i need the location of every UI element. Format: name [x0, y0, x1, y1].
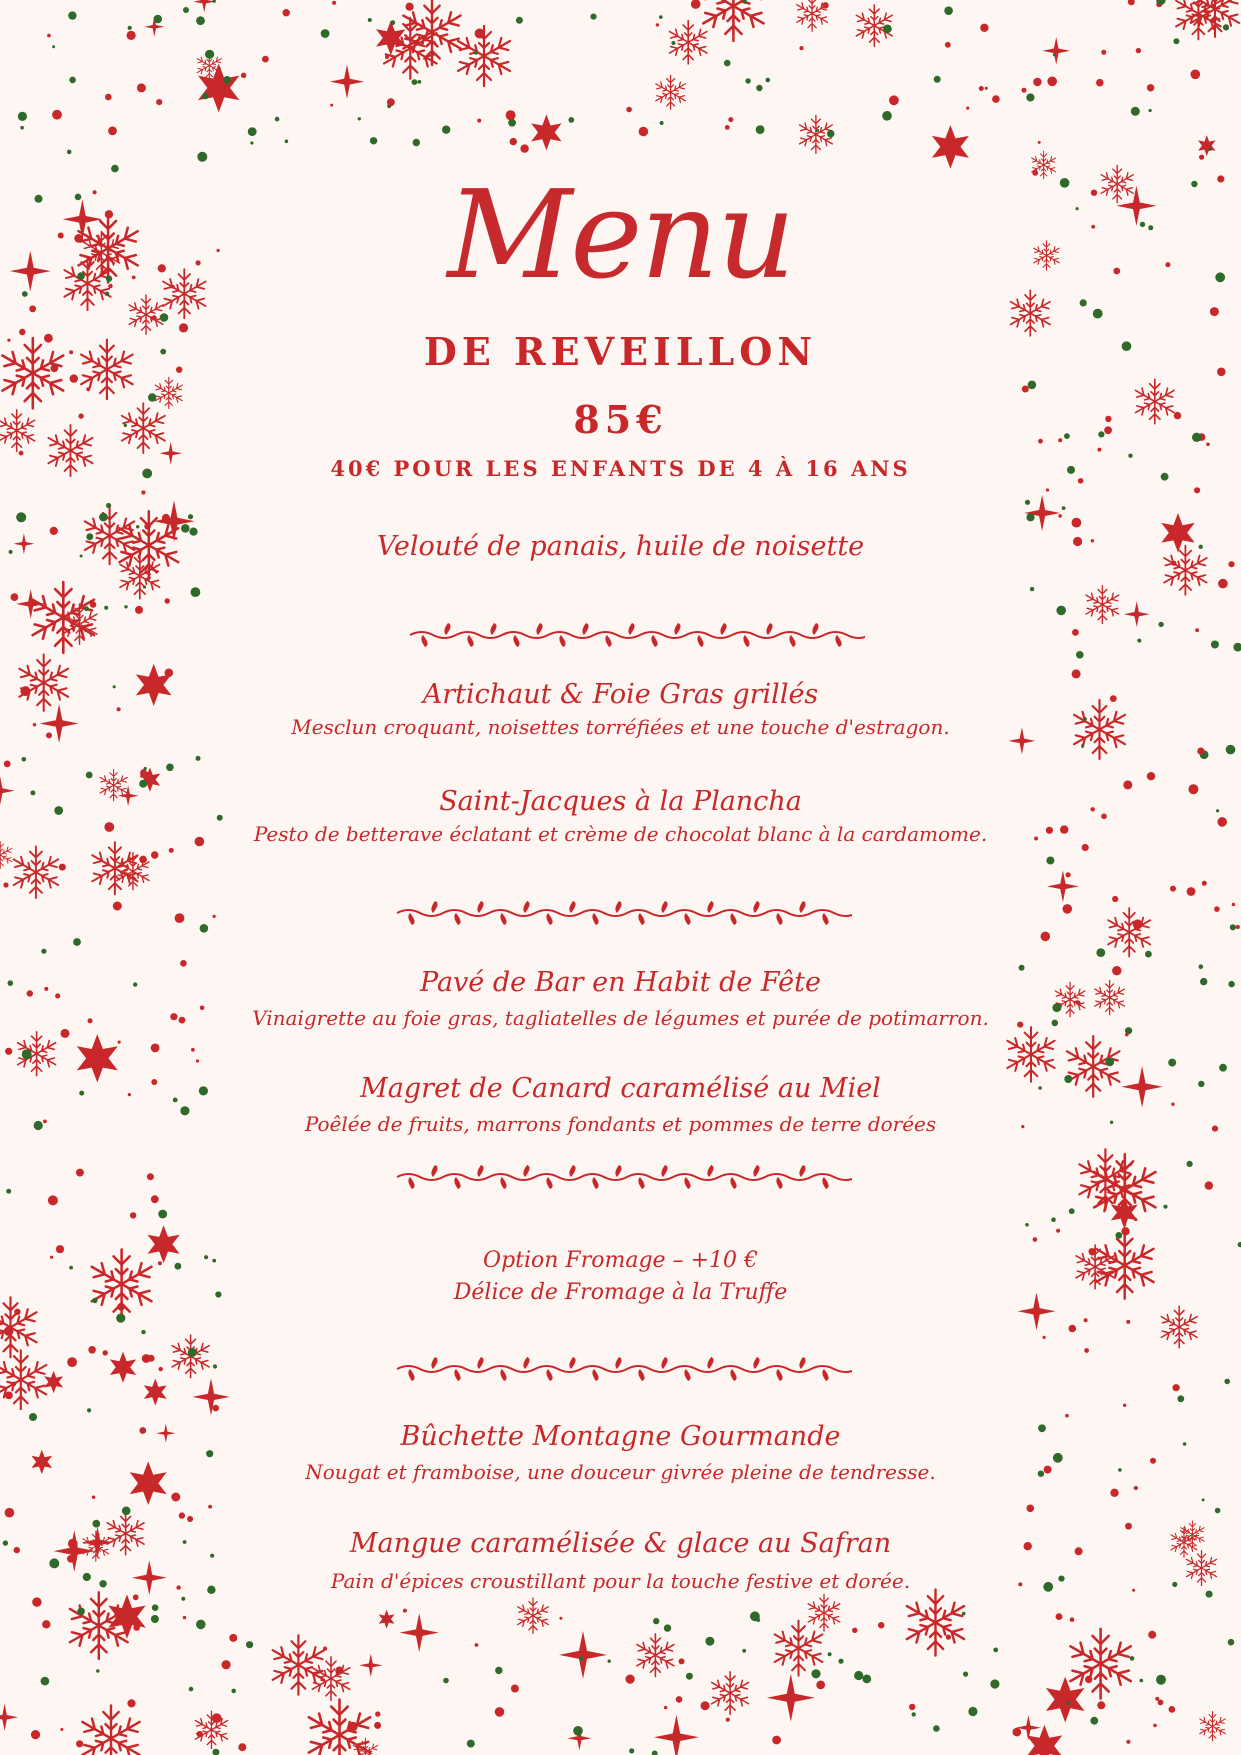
dessert-name: Bûchette Montagne Gourmande — [400, 1421, 841, 1452]
menu-title: Menu — [447, 164, 794, 306]
main-description: Vinaigrette au foie gras, tagliatelles de légumes et purée de potimarron. — [252, 1006, 989, 1030]
entree-name: Saint-Jacques à la Plancha — [439, 786, 802, 817]
dessert-description: Nougat et framboise, une douceur givrée pleine de tendresse. — [305, 1460, 936, 1484]
vine-divider — [405, 620, 865, 650]
kids-price: 40€ POUR LES ENFANTS DE 4 À 16 ANS — [330, 456, 911, 481]
main-name: Pavé de Bar en Habit de Fête — [420, 967, 821, 998]
main-description: Poêlée de fruits, marrons fondants et pommes de terre dorées — [304, 1112, 937, 1136]
dessert-name: Mangue caramélisée & glace au Safran — [349, 1528, 892, 1559]
dessert-description: Pain d'épices croustillant pour la touche festive et dorée. — [330, 1569, 911, 1593]
vine-divider — [392, 1354, 852, 1384]
cheese-option: Option Fromage – +10 € — [483, 1248, 758, 1273]
menu-price: 85€ — [573, 397, 668, 442]
vine-divider — [392, 1162, 852, 1192]
entree-description: Pesto de betterave éclatant et crème de chocolat blanc à la cardamome. — [253, 822, 988, 846]
cheese-name: Délice de Fromage à la Truffe — [453, 1280, 788, 1305]
vine-divider — [392, 898, 852, 928]
entree-description: Mesclun croquant, noisettes torréfiées et une touche d'estragon. — [291, 715, 950, 739]
starter-name: Velouté de panais, huile de noisette — [376, 531, 865, 562]
entree-name: Artichaut & Foie Gras grillés — [422, 679, 819, 710]
menu-subtitle: DE REVEILLON — [423, 329, 818, 374]
main-name: Magret de Canard caramélisé au Miel — [360, 1073, 881, 1104]
